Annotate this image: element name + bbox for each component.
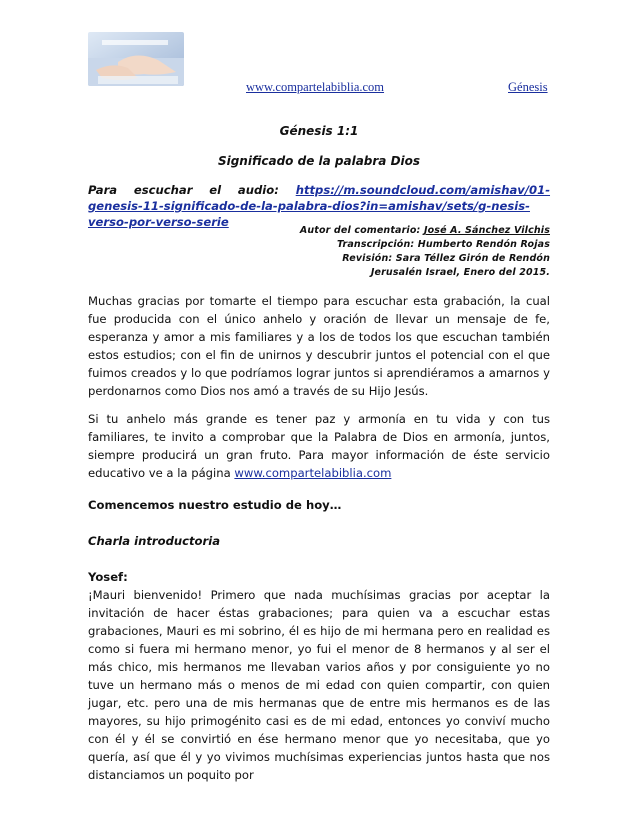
invitation-paragraph: [88, 410, 550, 482]
document-subtitle: Significado de la palabra Dios: [217, 154, 421, 168]
intro-paragraph: Muchas gracias por tomarte el tiempo para escuchar esta grabación, la cual fue producida con el único anhelo y oración de llevar un mensaje de fe, esperanza y amor a mis familiares y a los de todos los que escuchan también estos estudios; con el fin de unirnos y descubrir juntos el potencial con el que fuimos creados y lo que podríamos lograr juntos si aprendiéramos a amarnos y perdonarnos como Dios nos amó a través de su Hijo Jesús.: [88, 294, 550, 398]
dialogue-paragraph: ¡Mauri bienvenido! Primero que nada muchísimas gracias por aceptar la invitación de hacer éstas grabaciones; para quien va a escuchar estas grabaciones, Mauri es mi sobrino, él es hijo de mi hermana pero en realidad es como si fuera mi hermano menor, yo fui el menor de 8 hermanos y al ser el más chico, mis hermanos me llevaban varios años y por consiguiente yo no tuve un hermano más o menos de mi edad con quien compartir, con quien jugar, etc. pero una de mis hermanas que de entre mis hermanos es de las mayores, su hijo primogénito casi es de mi edad, entonces yo conviví mucho con él y él se convirtió en ése hermano menor que yo necesitaba, que yo quería, así que él y yo vivimos muchísimas experiencias juntos hasta que nos distanciamos un poquito por: [88, 588, 550, 782]
audio-line: [88, 182, 550, 230]
document-title: Génesis 1:1: [279, 124, 359, 138]
author-name: José A. Sánchez Vilchis: [423, 225, 550, 236]
place-date-line: Jerusalén Israel, Enero del 2015.: [370, 267, 550, 278]
invitation-text: Si tu anhelo más grande es tener paz y armonía en tu vida y con tus familiares, te invito a comprobar que la Palabra de Dios en armonía, juntos, siempre producirá un gran fruto. Para mayor información de éste servicio educativo ve a la página: [88, 412, 550, 480]
credits-block: [300, 224, 550, 280]
revision-line: Revisión: Sara Téllez Girón de Rendón: [342, 253, 550, 264]
header-logo-image: [88, 32, 184, 86]
section-heading: Charla introductoria: [88, 534, 221, 548]
audio-link[interactable]: https://m.soundcloud.com/amishav/01-genesis-11-significado-de-la-palabra-dios?in=amishav/sets/g-nesis-verso-por-verso-serie: [88, 183, 551, 229]
speaker-label: Yosef:: [88, 570, 128, 584]
audio-label: Para escuchar el audio:: [88, 183, 279, 197]
header-book-link[interactable]: Génesis: [508, 80, 548, 94]
start-line: Comencemos nuestro estudio de hoy…: [88, 498, 342, 512]
author-label: Autor del comentario:: [299, 225, 421, 236]
invitation-link[interactable]: www.compartelabiblia.com: [234, 466, 392, 480]
header-site-link[interactable]: www.compartelabiblia.com: [246, 80, 385, 94]
author-line: [300, 224, 550, 238]
transcription-line: Transcripción: Humberto Rendón Rojas: [336, 239, 550, 250]
